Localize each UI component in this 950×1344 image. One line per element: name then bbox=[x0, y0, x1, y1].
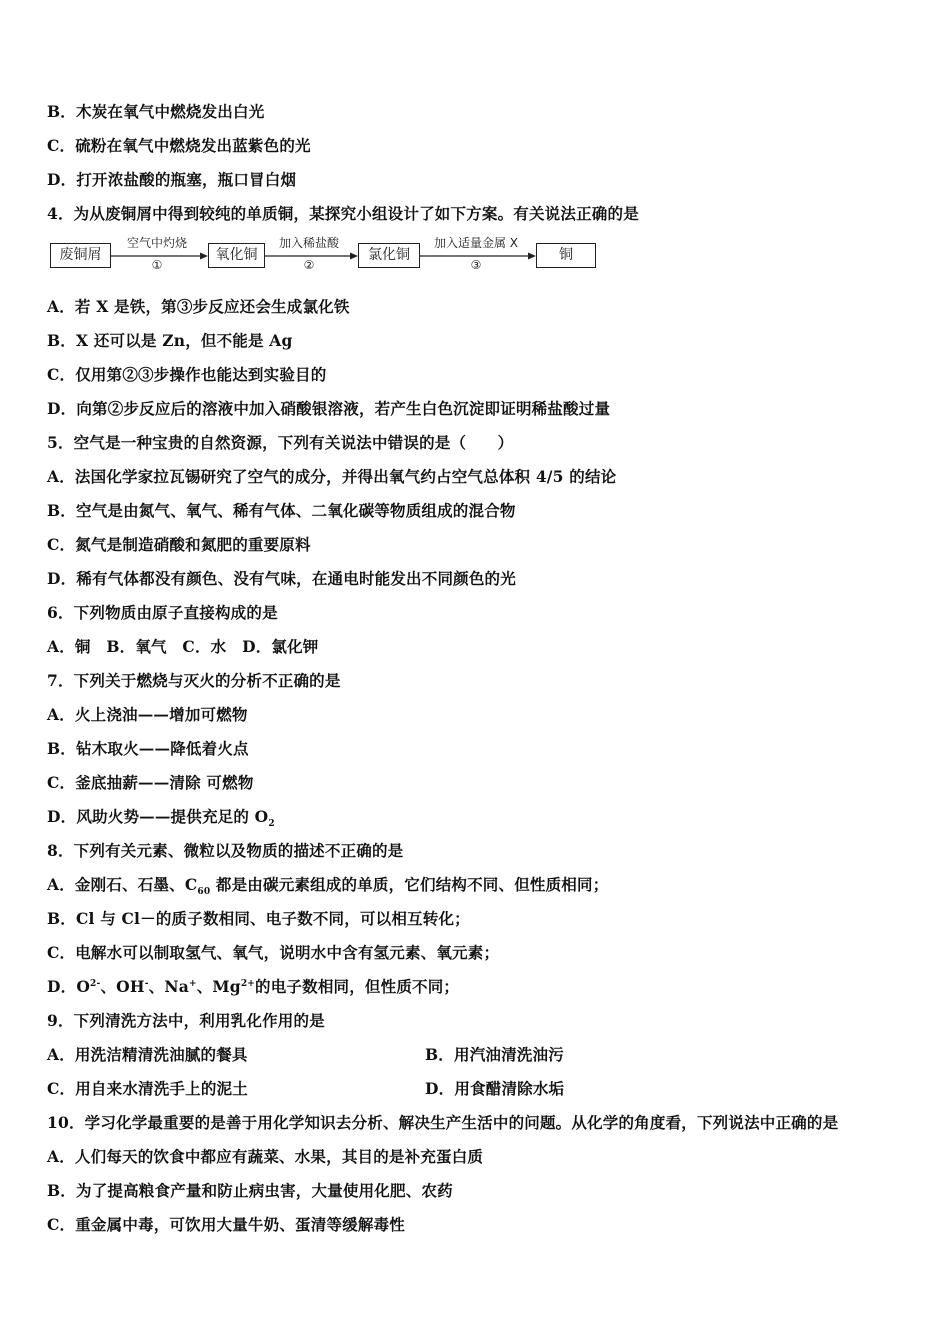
q8-option-b: B．Cl 与 Cl－的质子数相同、电子数不同，可以相互转化； bbox=[47, 909, 470, 928]
flow-box-copper-oxide: 氧化铜 bbox=[208, 243, 265, 268]
arrow-1-num: ① bbox=[151, 258, 163, 272]
q9-option-c: C．用自来水清洗手上的泥土 bbox=[47, 1079, 248, 1098]
q10-option-a: A．人们每天的饮食中都应有蔬菜、水果，其目的是补充蛋白质 bbox=[47, 1147, 484, 1166]
q4-option-d: D．向第②步反应后的溶液中加入硝酸银溶液，若产生白色沉淀即证明稀盐酸过量 bbox=[47, 399, 611, 418]
q9-options-row2 bbox=[47, 1079, 565, 1099]
q8-stem: 8．下列有关元素、微粒以及物质的描述不正确的是 bbox=[47, 841, 404, 860]
q8-option-d: D．$O^{2-}$、OH-、Na+、$Mg^{2+}$的电子数相同，但性质不同； bbox=[47, 977, 460, 996]
q4-stem: 4．为从废铜屑中得到较纯的单质铜，某探究小组设计了如下方案。有关说法正确的是 bbox=[47, 204, 639, 223]
q5-option-a: A．法国化学家拉瓦锡研究了空气的成分，并得出氧气约占空气总体积 4/5 的结论 bbox=[47, 467, 617, 486]
q5-option-c: C．氮气是制造硝酸和氮肥的重要原料 bbox=[47, 535, 311, 554]
flow-box-copper: 铜 bbox=[536, 243, 596, 268]
arrow-3-num: ③ bbox=[470, 258, 482, 272]
q6-options: A．铜 B．氧气 C．水 D．氯化钾 bbox=[47, 637, 319, 656]
q7-option-b: B．钻木取火——降低着火点 bbox=[47, 739, 249, 758]
q3-option-c: C．硫粉在氧气中燃烧发出蓝紫色的光 bbox=[47, 136, 311, 155]
arrow-1-label: 空气中灼烧 bbox=[126, 236, 187, 250]
q9-option-a: A．用洗洁精清洗油腻的餐具 bbox=[47, 1045, 248, 1064]
q4-option-a: A．若 X 是铁，第③步反应还会生成氯化铁 bbox=[47, 297, 350, 316]
q9-option-d: D．用食醋清除水垢 bbox=[425, 1079, 565, 1098]
q10-option-c: C．重金属中毒，可饮用大量牛奶、蛋清等缓解毒性 bbox=[47, 1215, 405, 1234]
q9-stem: 9．下列清洗方法中，利用乳化作用的是 bbox=[47, 1011, 325, 1030]
q5-option-b: B．空气是由氮气、氧气、稀有气体、二氧化碳等物质组成的混合物 bbox=[47, 501, 516, 520]
flow-box-scrap-copper: 废铜屑 bbox=[50, 243, 111, 268]
q6-stem: 6．下列物质由原子直接构成的是 bbox=[47, 603, 278, 622]
q9-option-b: B．用汽油清洗油污 bbox=[425, 1045, 564, 1064]
q4-option-c: C．仅用第②③步操作也能达到实验目的 bbox=[47, 365, 327, 384]
q8-option-a: A．金刚石、石墨、$C_{60}$ 都是由碳元素组成的单质，它们结构不同、但性质相同； bbox=[47, 875, 609, 898]
q4-flowchart bbox=[50, 236, 610, 276]
arrow-2-label: 加入稀盐酸 bbox=[278, 236, 339, 250]
q10-option-b: B．为了提高粮食产量和防止病虫害，大量使用化肥、农药 bbox=[47, 1181, 453, 1200]
arrow-2-num: ② bbox=[303, 258, 315, 272]
arrow-3-label: 加入适量金属 X bbox=[433, 236, 519, 250]
q3-option-d: D．打开浓盐酸的瓶塞，瓶口冒白烟 bbox=[47, 170, 297, 189]
q10-stem: 10．学习化学最重要的是善于用化学知识去分析、解决生产生活中的问题。从化学的角度看，下列说法中正确的是 bbox=[47, 1113, 839, 1132]
q9-options-row1 bbox=[47, 1045, 564, 1065]
q5-stem: 5．空气是一种宝贵的自然资源，下列有关说法中错误的是（ ） bbox=[47, 433, 514, 452]
q5-option-d: D．稀有气体都没有颜色、没有气味，在通电时能发出不同颜色的光 bbox=[47, 569, 516, 588]
q8-option-c: C．电解水可以制取氢气、氧气，说明水中含有氢元素、氧元素； bbox=[47, 943, 500, 962]
flow-box-copper-chloride: 氯化铜 bbox=[358, 243, 420, 268]
q3-option-b: B．木炭在氧气中燃烧发出白光 bbox=[47, 102, 265, 121]
q7-option-d: D．风助火势——提供充足的 $O_2$ bbox=[47, 807, 275, 830]
q7-stem: 7．下列关于燃烧与灭火的分析不正确的是 bbox=[47, 671, 341, 690]
q4-option-b: B．X 还可以是 Zn，但不能是 Ag bbox=[47, 331, 293, 350]
q7-option-a: A．火上浇油——增加可燃物 bbox=[47, 705, 248, 724]
q7-option-c: C．釜底抽薪——清除 可燃物 bbox=[47, 773, 254, 792]
